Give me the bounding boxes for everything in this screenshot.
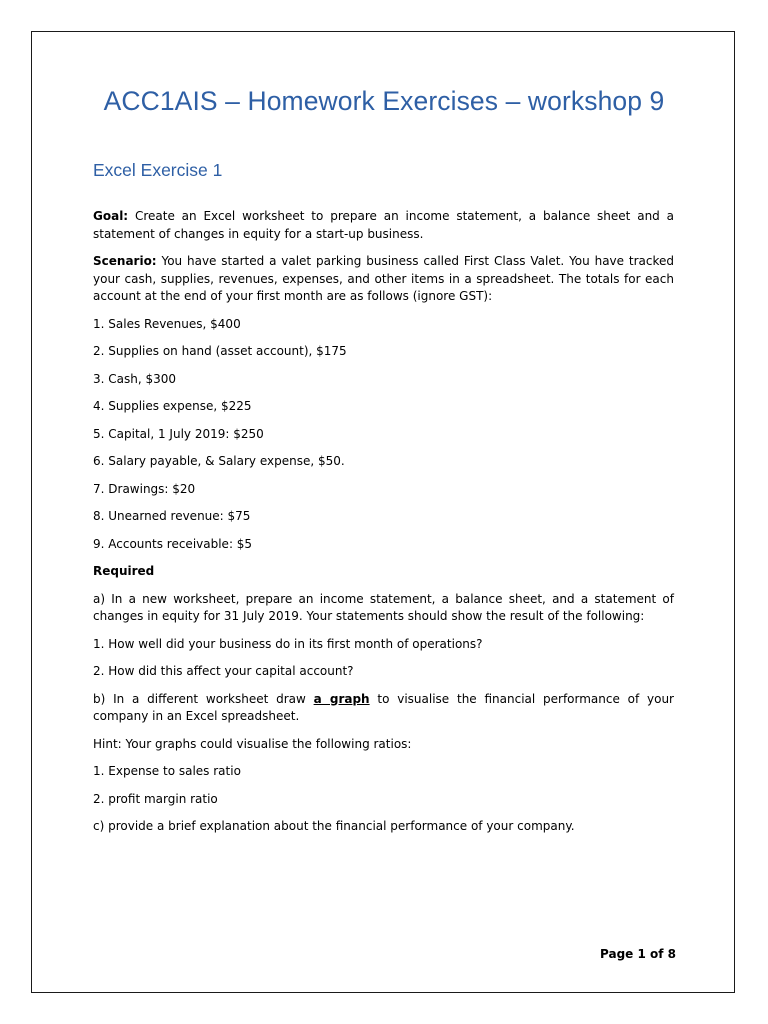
question-item: 2. How did this affect your capital account?	[93, 664, 354, 678]
scenario-text: You have started a valet parking business called First Class Valet. You have tracked your cash, supplies, revenues, expenses, and other items in a spreadsheet. The totals for each account at the end of your first month are as follows (ignore GST):	[93, 254, 674, 303]
account-item: 6. Salary payable, & Salary expense, $50.	[93, 454, 345, 468]
document-title: ACC1AIS – Homework Exercises – workshop 9	[103, 86, 665, 116]
account-item: 1. Sales Revenues, $400	[93, 316, 241, 331]
part-a-paragraph: a) In a new worksheet, prepare an income statement, a balance sheet, and a statement of changes in equity for 31 July 2019. Your statements should show the result of the following:	[93, 591, 674, 623]
account-item: 3. Cash, $300	[93, 371, 177, 386]
part-c-paragraph: c) provide a brief explanation about the financial performance of your company.	[93, 819, 575, 833]
part-b-paragraph	[93, 691, 674, 726]
account-item: 5. Capital, 1 July 2019: $250	[93, 426, 264, 441]
hint-paragraph: Hint: Your graphs could visualise the following ratios:	[93, 736, 412, 751]
page-number: Page 1 of 8	[600, 947, 676, 961]
account-item: 7. Drawings: $20	[93, 481, 196, 496]
part-b-text-before: b) In a different worksheet draw	[93, 691, 314, 706]
part-b-text-after: to visualise the financial performance of your company in an Excel spreadsheet.	[93, 691, 674, 723]
goal-label: Goal:	[93, 209, 129, 223]
scenario-paragraph	[93, 253, 674, 306]
part-b-underlined-text: a graph	[313, 691, 370, 706]
goal-text: Create an Excel worksheet to prepare an income statement, a balance sheet and a statement of changes in equity for a start-up business.	[93, 209, 674, 241]
account-item: 8. Unearned revenue: $75	[93, 509, 251, 523]
question-item: 1. How well did your business do in its first month of operations?	[93, 636, 483, 651]
document-body	[93, 208, 674, 846]
scenario-label: Scenario:	[93, 254, 157, 268]
required-heading: Required	[93, 564, 155, 578]
account-item: 4. Supplies expense, $225	[93, 399, 252, 413]
ratio-item: 2. profit margin ratio	[93, 791, 218, 806]
account-item: 2. Supplies on hand (asset account), $175	[93, 344, 347, 358]
ratio-item: 1. Expense to sales ratio	[93, 764, 241, 778]
section-heading: Excel Exercise 1	[93, 160, 223, 180]
goal-paragraph	[93, 208, 674, 243]
account-item: 9. Accounts receivable: $5	[93, 536, 253, 551]
